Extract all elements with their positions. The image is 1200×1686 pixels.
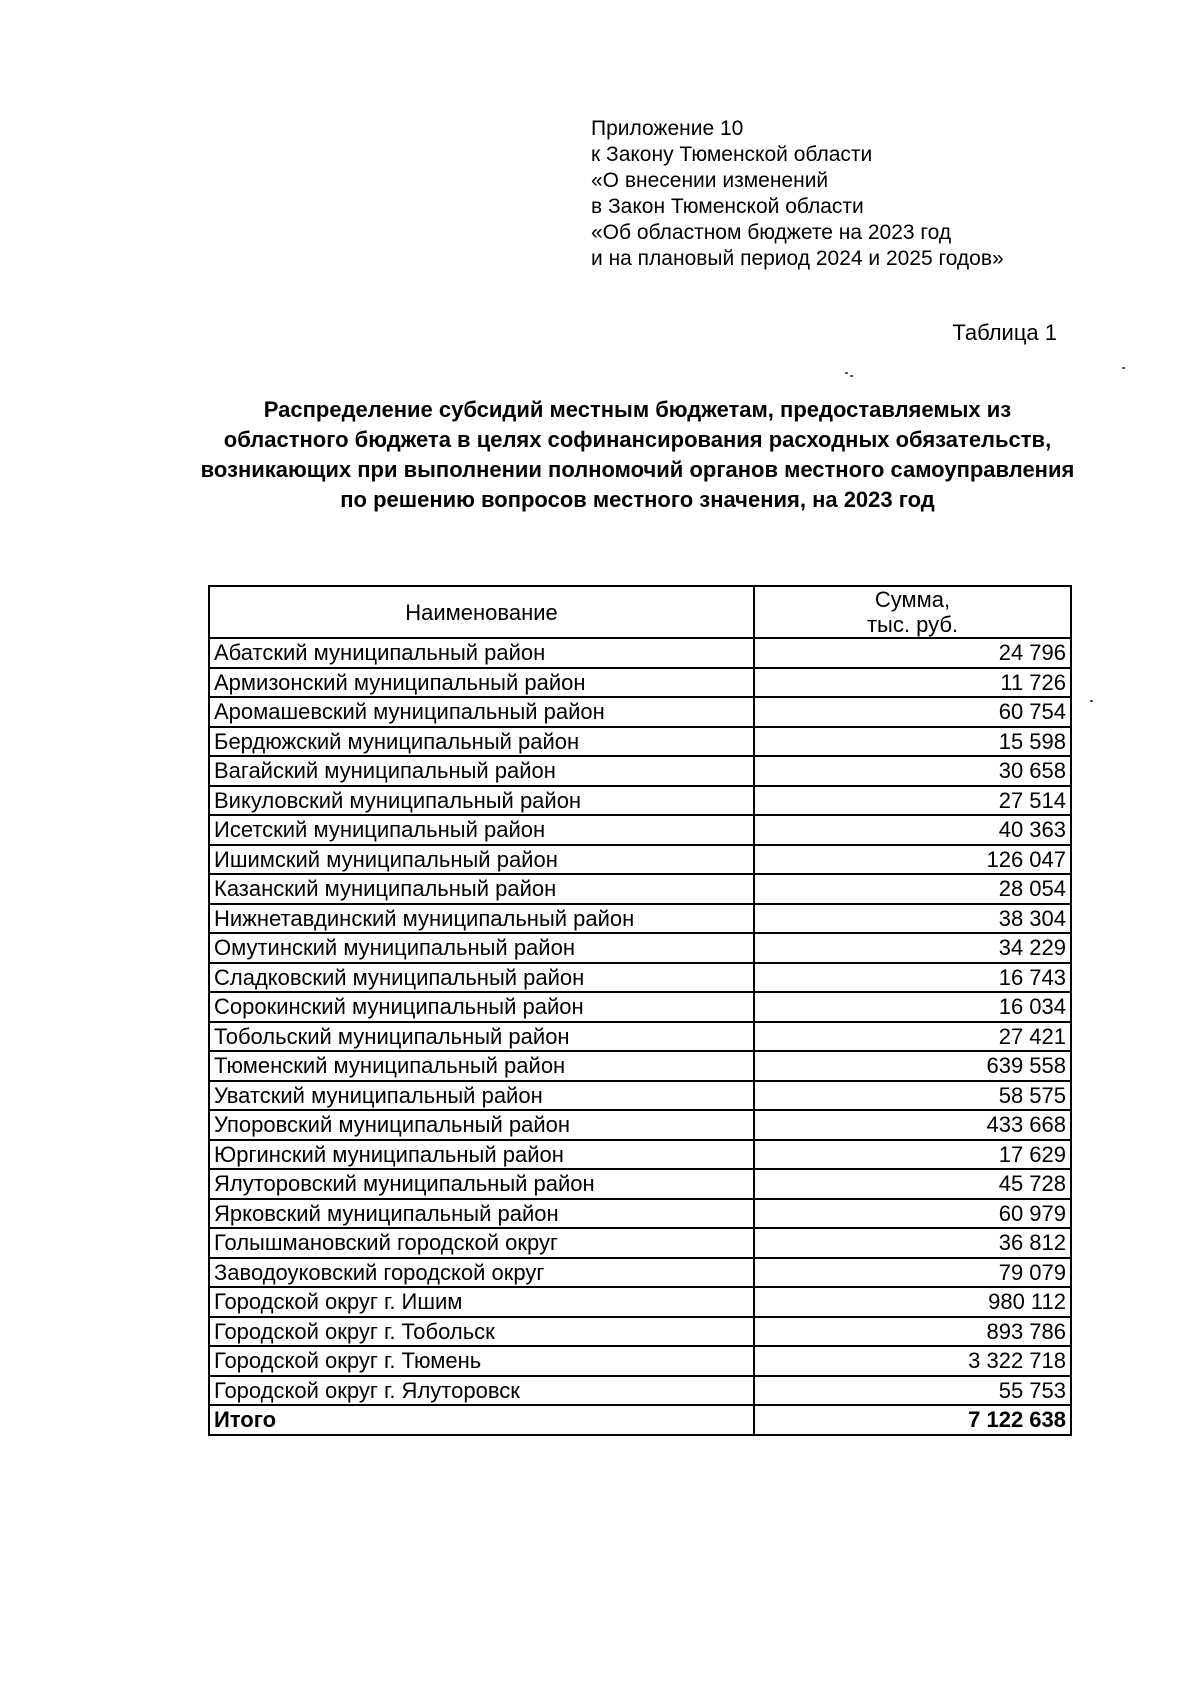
- row-sum: 639 558: [754, 1051, 1071, 1081]
- table-row: [209, 1228, 1071, 1258]
- row-name: Городской округ г. Ялуторовск: [209, 1376, 754, 1406]
- column-header-sum-line1: Сумма,: [874, 587, 951, 612]
- table-row: [209, 1376, 1071, 1406]
- appendix-header: [591, 116, 1004, 272]
- row-sum: 58 575: [754, 1081, 1071, 1111]
- row-name: Городской округ г. Тюмень: [209, 1346, 754, 1376]
- table-row: [209, 756, 1071, 786]
- row-name: Тобольский муниципальный район: [209, 1022, 754, 1052]
- table-row: [209, 1258, 1071, 1288]
- total-label: Итого: [209, 1405, 754, 1435]
- row-sum: 893 786: [754, 1317, 1071, 1347]
- row-name: Нижнетавдинский муниципальный район: [209, 904, 754, 934]
- row-name: Аромашевский муниципальный район: [209, 697, 754, 727]
- row-sum: 60 754: [754, 697, 1071, 727]
- total-row: [209, 1405, 1071, 1435]
- row-sum: 3 322 718: [754, 1346, 1071, 1376]
- row-sum: 16 743: [754, 963, 1071, 993]
- row-sum: 40 363: [754, 815, 1071, 845]
- row-name: Юргинский муниципальный район: [209, 1140, 754, 1170]
- row-sum: 27 421: [754, 1022, 1071, 1052]
- row-name: Вагайский муниципальный район: [209, 756, 754, 786]
- row-name: Уватский муниципальный район: [209, 1081, 754, 1111]
- table-row: [209, 904, 1071, 934]
- scan-speck: [1122, 367, 1125, 369]
- column-header-sum-line2: тыс. руб.: [866, 612, 959, 637]
- table-row: [209, 1051, 1071, 1081]
- row-sum: 980 112: [754, 1287, 1071, 1317]
- table-row: [209, 815, 1071, 845]
- appendix-line: «О внесении изменений: [591, 169, 829, 192]
- row-name: Упоровский муниципальный район: [209, 1110, 754, 1140]
- table-row: [209, 1199, 1071, 1229]
- row-sum: 15 598: [754, 727, 1071, 757]
- row-name: Тюменский муниципальный район: [209, 1051, 754, 1081]
- row-sum: 36 812: [754, 1228, 1071, 1258]
- table-row: [209, 1169, 1071, 1199]
- row-sum: 16 034: [754, 992, 1071, 1022]
- table-row: [209, 845, 1071, 875]
- appendix-line: к Закону Тюменской области: [591, 143, 873, 166]
- row-name: Городской округ г. Ишим: [209, 1287, 754, 1317]
- row-sum: 28 054: [754, 874, 1071, 904]
- column-header-sum: [754, 586, 1071, 638]
- row-sum: 34 229: [754, 933, 1071, 963]
- row-sum: 433 668: [754, 1110, 1071, 1140]
- appendix-line: в Закон Тюменской области: [591, 195, 864, 218]
- row-sum: 55 753: [754, 1376, 1071, 1406]
- row-sum: 27 514: [754, 786, 1071, 816]
- total-sum: 7 122 638: [754, 1405, 1071, 1435]
- column-header-name: Наименование: [209, 586, 754, 638]
- row-sum: 79 079: [754, 1258, 1071, 1288]
- table-row: [209, 1317, 1071, 1347]
- table-row: [209, 727, 1071, 757]
- row-sum: 30 658: [754, 756, 1071, 786]
- scan-speck: [850, 375, 853, 377]
- scan-speck: [845, 372, 848, 374]
- row-sum: 126 047: [754, 845, 1071, 875]
- table-row: [209, 1110, 1071, 1140]
- table-row: [209, 1287, 1071, 1317]
- row-name: Ялуторовский муниципальный район: [209, 1169, 754, 1199]
- appendix-line: Приложение 10: [591, 117, 744, 140]
- table-row: [209, 933, 1071, 963]
- table-row: [209, 1022, 1071, 1052]
- scan-speck: [1090, 700, 1093, 702]
- row-name: Казанский муниципальный район: [209, 874, 754, 904]
- row-name: Ишимский муниципальный район: [209, 845, 754, 875]
- table-body: [209, 638, 1071, 1435]
- row-sum: 60 979: [754, 1199, 1071, 1229]
- document-title: Распределение субсидий местным бюджетам, предоставляемых из областного бюджета в целях софинансирования расходных обязательств, возникающих при выполнении полномочий органов местного самоуправления по решению вопросов местного значения, на 2023 год: [200, 397, 1075, 512]
- row-name: Ярковский муниципальный район: [209, 1199, 754, 1229]
- row-sum: 24 796: [754, 638, 1071, 668]
- table-header-row: [209, 586, 1071, 638]
- row-name: Исетский муниципальный район: [209, 815, 754, 845]
- table-row: [209, 697, 1071, 727]
- row-name: Голышмановский городской округ: [209, 1228, 754, 1258]
- appendix-line: «Об областном бюджете на 2023 год: [591, 221, 952, 244]
- table-row: [209, 1346, 1071, 1376]
- table-row: [209, 1140, 1071, 1170]
- table-row: [209, 1081, 1071, 1111]
- row-name: Армизонский муниципальный район: [209, 668, 754, 698]
- table-row: [209, 786, 1071, 816]
- table-label: Таблица 1: [952, 320, 1057, 345]
- table-row: [209, 638, 1071, 668]
- row-name: Сладковский муниципальный район: [209, 963, 754, 993]
- row-sum: 45 728: [754, 1169, 1071, 1199]
- row-name: Заводоуковский городской округ: [209, 1258, 754, 1288]
- table-row: [209, 963, 1071, 993]
- appendix-line: и на плановый период 2024 и 2025 годов»: [591, 247, 1004, 270]
- row-name: Городской округ г. Тобольск: [209, 1317, 754, 1347]
- table-row: [209, 668, 1071, 698]
- row-name: Викуловский муниципальный район: [209, 786, 754, 816]
- row-name: Сорокинский муниципальный район: [209, 992, 754, 1022]
- subsidy-table: [208, 585, 1072, 1436]
- table-row: [209, 992, 1071, 1022]
- row-sum: 11 726: [754, 668, 1071, 698]
- row-name: Абатский муниципальный район: [209, 638, 754, 668]
- row-sum: 17 629: [754, 1140, 1071, 1170]
- row-sum: 38 304: [754, 904, 1071, 934]
- row-name: Бердюжский муниципальный район: [209, 727, 754, 757]
- table-row: [209, 874, 1071, 904]
- row-name: Омутинский муниципальный район: [209, 933, 754, 963]
